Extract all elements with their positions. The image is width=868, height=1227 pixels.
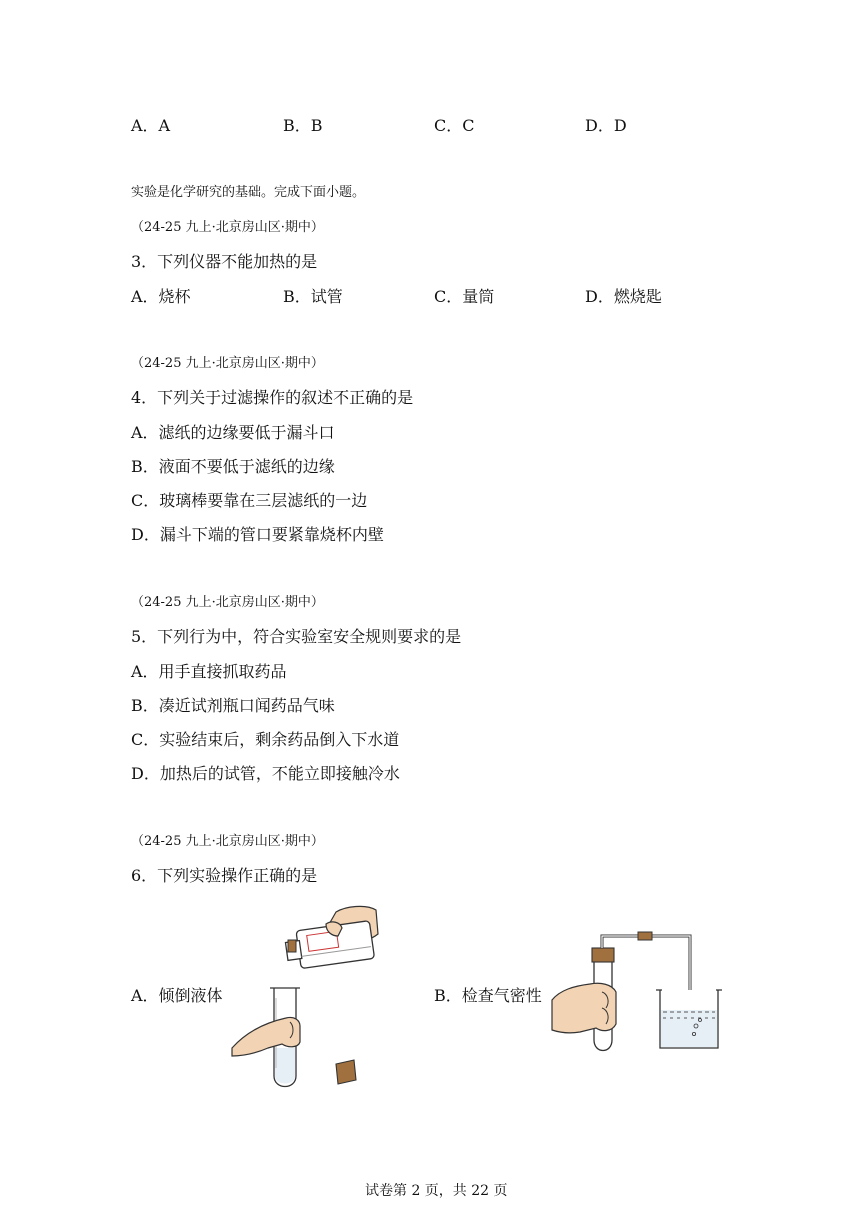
prev-option-b: B．B xyxy=(283,116,323,135)
q6-source: （24-25 九上·北京房山区·期中） xyxy=(131,834,324,849)
q4-option-b: B．液面不要低于滤纸的边缘 xyxy=(131,457,335,476)
q5-stem: 5．下列行为中，符合实验室安全规则要求的是 xyxy=(131,627,462,646)
q3-stem: 3．下列仪器不能加热的是 xyxy=(131,252,318,271)
q5-option-c: C．实验结束后，剩余药品倒入下水道 xyxy=(131,730,400,749)
q3-option-c: C．量筒 xyxy=(434,287,495,306)
q3-option-d: D．燃烧匙 xyxy=(585,287,662,306)
q5-source: （24-25 九上·北京房山区·期中） xyxy=(131,595,324,610)
q3-source: （24-25 九上·北京房山区·期中） xyxy=(131,220,324,235)
q4-source: （24-25 九上·北京房山区·期中） xyxy=(131,356,324,371)
q4-stem: 4．下列关于过滤操作的叙述不正确的是 xyxy=(131,388,414,407)
section-intro: 实验是化学研究的基础。完成下面小题。 xyxy=(131,185,366,200)
q5-option-a: A．用手直接抓取药品 xyxy=(131,662,287,681)
q6-option-b: B．检查气密性 xyxy=(434,986,542,1005)
prev-option-a: A．A xyxy=(131,116,171,135)
q5-option-d: D．加热后的试管，不能立即接触冷水 xyxy=(131,764,400,783)
prev-option-c: C．C xyxy=(434,116,475,135)
prev-option-d: D．D xyxy=(585,116,627,135)
q6-option-a: A．倾倒液体 xyxy=(131,986,223,1005)
q3-option-b: B．试管 xyxy=(283,287,343,306)
q5-option-b: B．凑近试剂瓶口闻药品气味 xyxy=(131,696,335,715)
airtightness-check-illustration xyxy=(550,928,730,1058)
q4-option-a: A．滤纸的边缘要低于漏斗口 xyxy=(131,423,335,442)
pour-liquid-illustration xyxy=(228,898,388,1090)
q4-option-c: C．玻璃棒要靠在三层滤纸的一边 xyxy=(131,491,368,510)
q3-option-a: A．烧杯 xyxy=(131,287,191,306)
q6-stem: 6．下列实验操作正确的是 xyxy=(131,866,318,885)
page-footer: 试卷第 2 页，共 22 页 xyxy=(365,1183,508,1199)
q4-option-d: D．漏斗下端的管口要紧靠烧杯内壁 xyxy=(131,525,384,544)
